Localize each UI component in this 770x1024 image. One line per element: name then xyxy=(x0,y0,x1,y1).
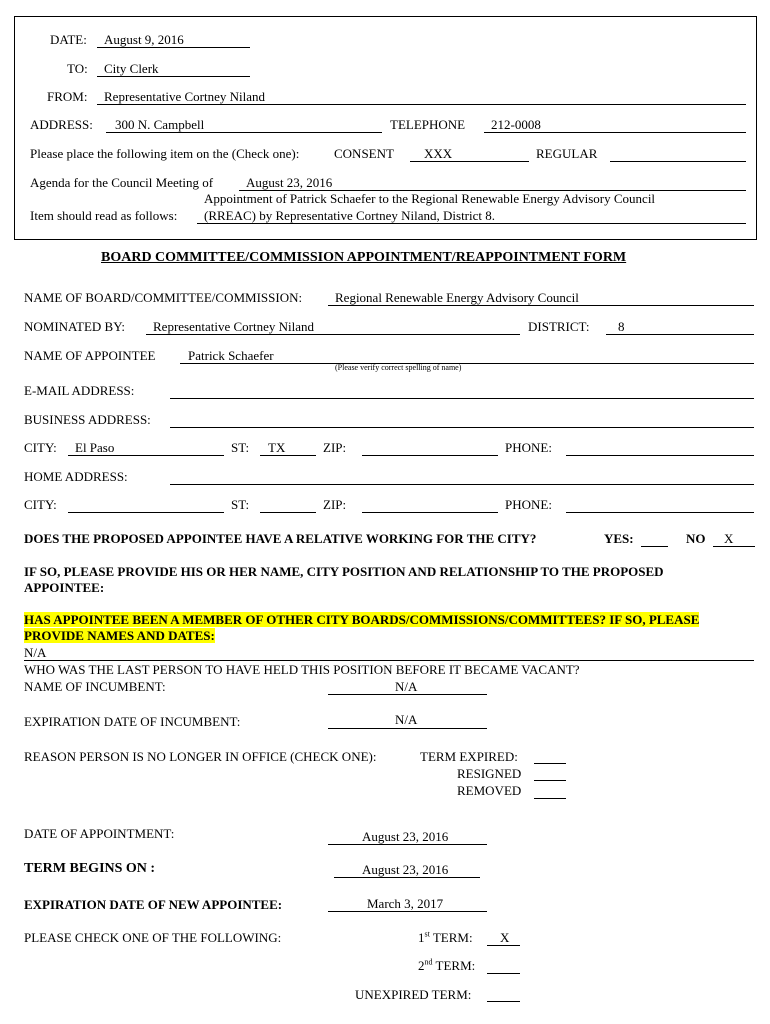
nominated-line[interactable] xyxy=(146,334,520,335)
business-line[interactable] xyxy=(170,427,754,428)
term-expired-label: TERM EXPIRED: xyxy=(420,749,518,764)
telephone-label: TELEPHONE xyxy=(390,117,466,132)
city2-line[interactable] xyxy=(68,512,224,513)
st2-label: ST: xyxy=(231,497,250,512)
nominated-value: Representative Cortney Niland xyxy=(153,319,315,334)
from-label: FROM: xyxy=(47,89,88,104)
ifso-line2: APPOINTEE: xyxy=(24,580,105,595)
agenda-label: Agenda for the Council Meeting of xyxy=(30,175,214,190)
expiration-new-label: EXPIRATION DATE OF NEW APPOINTEE: xyxy=(24,897,283,912)
read-label: Item should read as follows: xyxy=(30,208,178,223)
first-term-label: 1st TERM: xyxy=(418,929,473,945)
read-line1: Appointment of Patrick Schaefer to the Regional Renewable Energy Advisory Council xyxy=(204,191,656,206)
consent-value: XXX xyxy=(424,146,453,161)
consent-line[interactable] xyxy=(410,161,529,162)
member-line2: PROVIDE NAMES AND DATES: xyxy=(24,628,215,643)
expiration-incumbent-line[interactable] xyxy=(328,728,487,729)
resigned-label: RESIGNED xyxy=(457,766,522,781)
place-text: Please place the following item on the (Check one): xyxy=(30,146,300,161)
yes-line[interactable] xyxy=(641,546,668,547)
no-value: X xyxy=(724,531,734,546)
date-value: August 9, 2016 xyxy=(104,32,184,47)
phone-label: PHONE: xyxy=(505,440,552,455)
city-label: CITY: xyxy=(24,440,57,455)
board-value: Regional Renewable Energy Advisory Council xyxy=(335,290,579,305)
form-title: BOARD COMMITTEE/COMMISSION APPOINTMENT/REAPPOINTMENT FORM xyxy=(101,250,627,265)
member-answer: N/A xyxy=(24,645,47,660)
appointment-date-value: August 23, 2016 xyxy=(362,829,449,844)
relative-question: DOES THE PROPOSED APPOINTEE HAVE A RELATIVE WORKING FOR THE CITY? xyxy=(24,531,537,546)
resigned-line[interactable] xyxy=(534,780,566,781)
incumbent-value: N/A xyxy=(395,679,418,694)
second-term-line[interactable] xyxy=(487,973,520,974)
city-value: El Paso xyxy=(75,440,115,455)
second-term-label: 2nd TERM: xyxy=(418,957,476,973)
appointment-date-line[interactable] xyxy=(328,844,487,845)
reason-label: REASON PERSON IS NO LONGER IN OFFICE (CHECK ONE): xyxy=(24,749,377,764)
unexpired-term-line[interactable] xyxy=(487,1001,520,1002)
date-label: DATE: xyxy=(50,32,87,47)
zip2-line[interactable] xyxy=(362,512,498,513)
removed-label: REMOVED xyxy=(457,783,522,798)
st2-line[interactable] xyxy=(260,512,316,513)
email-label: E-MAIL ADDRESS: xyxy=(24,383,135,398)
home-label: HOME ADDRESS: xyxy=(24,469,128,484)
member-line1: HAS APPOINTEE BEEN A MEMBER OF OTHER CITY BOARDS/COMMISSIONS/COMMITTEES? IF SO, PLEASE xyxy=(24,612,700,627)
unexpired-term-label: UNEXPIRED TERM: xyxy=(355,987,472,1002)
date-line[interactable] xyxy=(97,47,250,48)
from-line[interactable] xyxy=(97,104,746,105)
zip-label: ZIP: xyxy=(323,440,347,455)
expiration-incumbent-value: N/A xyxy=(395,712,418,727)
telephone-line[interactable] xyxy=(484,132,746,133)
incumbent-line[interactable] xyxy=(328,694,487,695)
business-label: BUSINESS ADDRESS: xyxy=(24,412,151,427)
phone2-line[interactable] xyxy=(566,512,754,513)
phone2-label: PHONE: xyxy=(505,497,552,512)
member-answer-line[interactable] xyxy=(24,660,754,661)
to-value: City Clerk xyxy=(104,61,159,76)
no-line[interactable] xyxy=(713,546,755,547)
district-value: 8 xyxy=(618,319,625,334)
incumbent-label: NAME OF INCUMBENT: xyxy=(24,679,166,694)
yes-label: YES: xyxy=(604,531,634,546)
district-line[interactable] xyxy=(606,334,754,335)
to-line[interactable] xyxy=(97,76,250,77)
email-line[interactable] xyxy=(170,398,754,399)
term-begins-line[interactable] xyxy=(334,877,480,878)
check-label: PLEASE CHECK ONE OF THE FOLLOWING: xyxy=(24,930,282,945)
from-value: Representative Cortney Niland xyxy=(104,89,266,104)
term-begins-label: TERM BEGINS ON : xyxy=(24,861,156,876)
agenda-value: August 23, 2016 xyxy=(246,175,333,190)
st-line[interactable] xyxy=(260,455,316,456)
phone-line[interactable] xyxy=(566,455,754,456)
appointee-value: Patrick Schaefer xyxy=(188,348,274,363)
expiration-incumbent-label: EXPIRATION DATE OF INCUMBENT: xyxy=(24,714,241,729)
home-line[interactable] xyxy=(170,484,754,485)
no-label: NO xyxy=(686,531,706,546)
zip2-label: ZIP: xyxy=(323,497,347,512)
zip-line[interactable] xyxy=(362,455,498,456)
telephone-value: 212-0008 xyxy=(491,117,541,132)
st-value: TX xyxy=(268,440,286,455)
appointee-line[interactable] xyxy=(180,363,754,364)
city2-label: CITY: xyxy=(24,497,57,512)
verify-note: (Please verify correct spelling of name) xyxy=(335,363,462,372)
address-label: ADDRESS: xyxy=(30,117,93,132)
regular-line[interactable] xyxy=(610,161,746,162)
read-line2: (RREAC) by Representative Cortney Niland, District 8. xyxy=(204,208,496,223)
appointment-date-label: DATE OF APPOINTMENT: xyxy=(24,826,175,841)
address-line[interactable] xyxy=(106,132,382,133)
regular-label: REGULAR xyxy=(536,146,598,161)
last-person-question: WHO WAS THE LAST PERSON TO HAVE HELD THIS POSITION BEFORE IT BECAME VACANT? xyxy=(24,662,580,677)
term-begins-value: August 23, 2016 xyxy=(362,862,449,877)
address-value: 300 N. Campbell xyxy=(115,117,205,132)
consent-label: CONSENT xyxy=(334,146,394,161)
removed-line[interactable] xyxy=(534,798,566,799)
first-term-line[interactable] xyxy=(487,945,520,946)
to-label: TO: xyxy=(67,61,88,76)
ifso-line1: IF SO, PLEASE PROVIDE HIS OR HER NAME, CITY POSITION AND RELATIONSHIP TO THE PROPOSED xyxy=(24,564,664,579)
first-term-value: X xyxy=(500,930,510,945)
st-label: ST: xyxy=(231,440,250,455)
district-label: DISTRICT: xyxy=(528,319,590,334)
term-expired-line[interactable] xyxy=(534,763,566,764)
expiration-new-value: March 3, 2017 xyxy=(367,896,444,911)
nominated-label: NOMINATED BY: xyxy=(24,319,125,334)
appointee-label: NAME OF APPOINTEE xyxy=(24,348,156,363)
board-line[interactable] xyxy=(328,305,754,306)
board-label: NAME OF BOARD/COMMITTEE/COMMISSION: xyxy=(24,290,303,305)
city-line[interactable] xyxy=(68,455,224,456)
expiration-new-line[interactable] xyxy=(328,911,487,912)
read-line[interactable] xyxy=(197,223,746,224)
